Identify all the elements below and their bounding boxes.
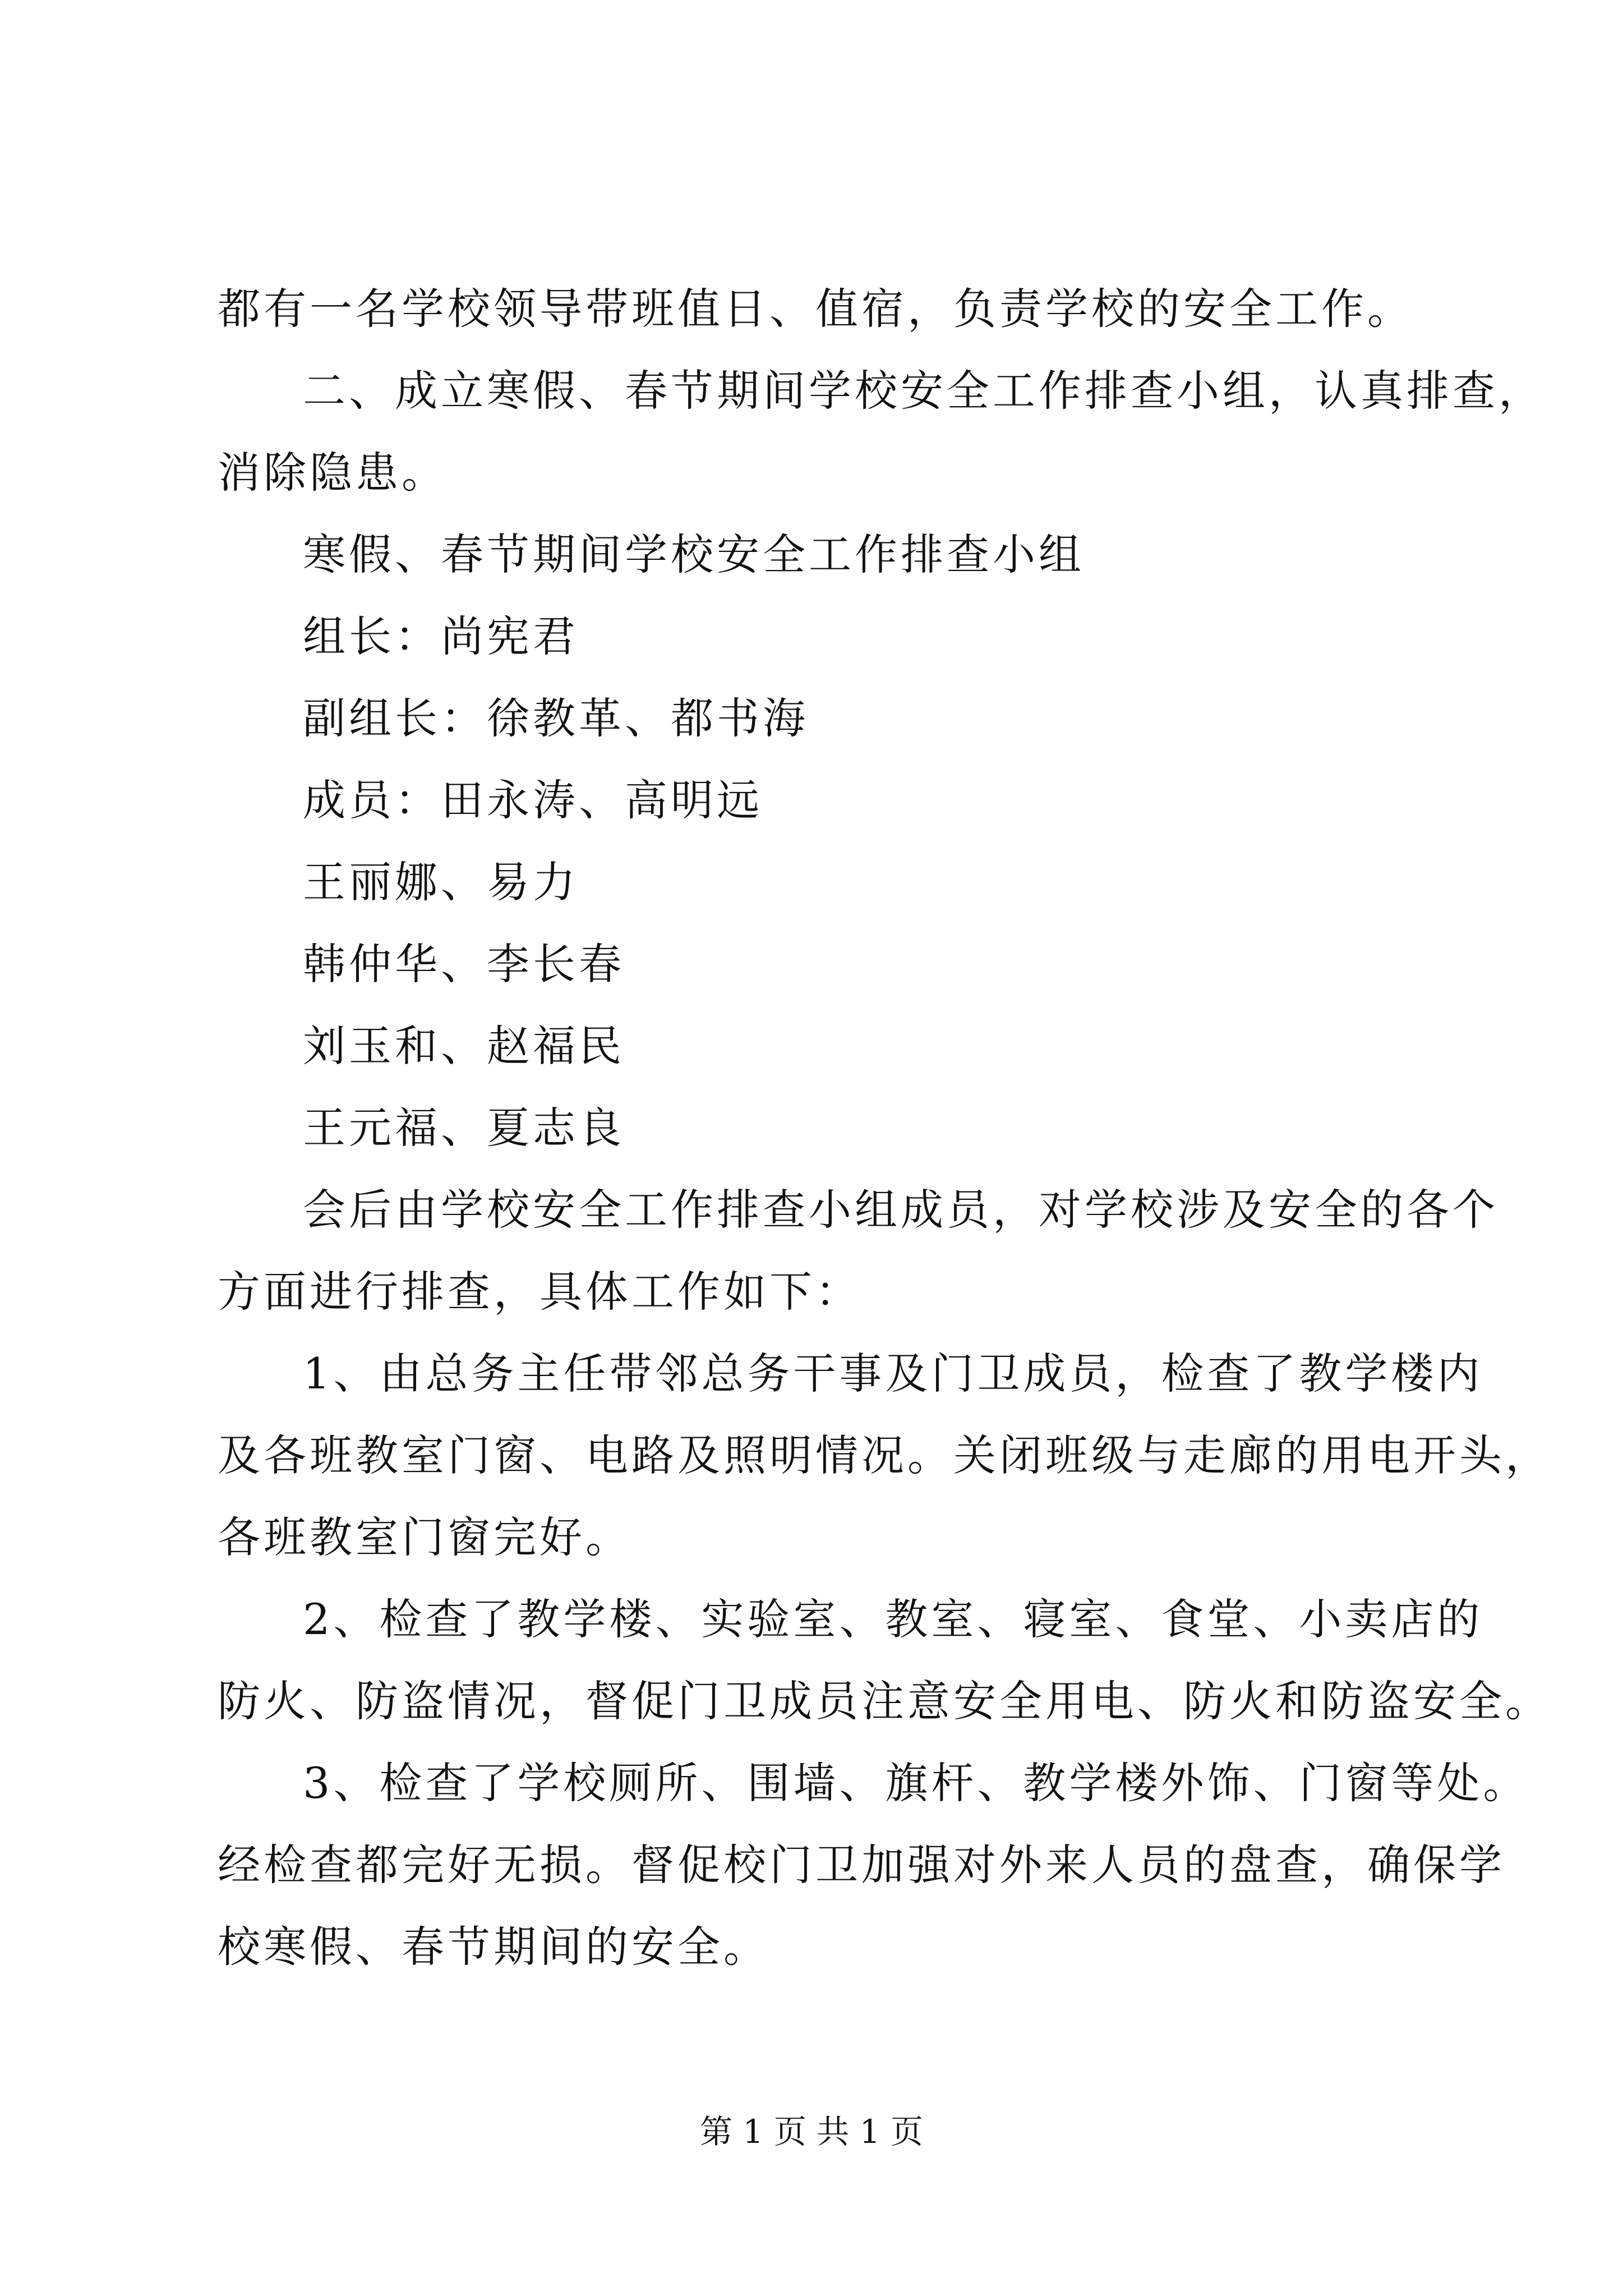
group-deputy-leader: 副组长：徐教革、都书海	[303, 693, 809, 743]
paragraph-line: 方面进行排查，具体工作如下：	[218, 1267, 861, 1317]
group-members-line: 韩仲华、李长春	[303, 939, 625, 989]
page-number: 第 1 页 共 1 页	[700, 2113, 923, 2151]
list-item-line: 2、检查了教学楼、实验室、教室、寝室、食堂、小卖店的	[303, 1594, 1483, 1644]
group-members-line: 王丽娜、易力	[303, 857, 579, 907]
paragraph-line: 会后由学校安全工作排查小组成员，对学校涉及安全的各个	[303, 1185, 1498, 1235]
group-members-line: 王元福、夏志良	[303, 1103, 625, 1153]
list-item-line: 1、由总务主任带邻总务干事及门卫成员，检查了教学楼内	[303, 1349, 1483, 1398]
list-item-line: 及各班教室门窗、电路及照明情况。关闭班级与走廊的用电开头，	[218, 1430, 1551, 1480]
paragraph-line: 都有一名学校领导带班值日、值宿，负责学校的安全工作。	[218, 284, 1413, 334]
group-leader: 组长：尚宪君	[303, 611, 579, 661]
list-item-line: 校寒假、春节期间的安全。	[218, 1922, 769, 1972]
group-title: 寒假、春节期间学校安全工作排查小组	[303, 530, 1085, 579]
page-footer	[0, 2109, 1623, 2154]
document-body	[218, 268, 1551, 1988]
paragraph-line: 消除隐患。	[218, 448, 448, 498]
list-item-line: 防火、防盗情况，督促门卫成员注意安全用电、防火和防盗安全。	[218, 1676, 1551, 1726]
list-item-line: 3、检查了学校厕所、围墙、旗杆、教学楼外饰、门窗等处。	[303, 1758, 1529, 1808]
group-members-line: 刘玉和、赵福民	[303, 1021, 625, 1071]
list-item-line: 经检查都完好无损。督促校门卫加强对外来人员的盘查，确保学	[218, 1840, 1505, 1890]
group-members: 成员：田永涛、高明远	[303, 775, 763, 825]
section-heading-line: 二、成立寒假、春节期间学校安全工作排查小组，认真排查，	[303, 366, 1544, 416]
list-item-line: 各班教室门窗完好。	[218, 1512, 631, 1562]
